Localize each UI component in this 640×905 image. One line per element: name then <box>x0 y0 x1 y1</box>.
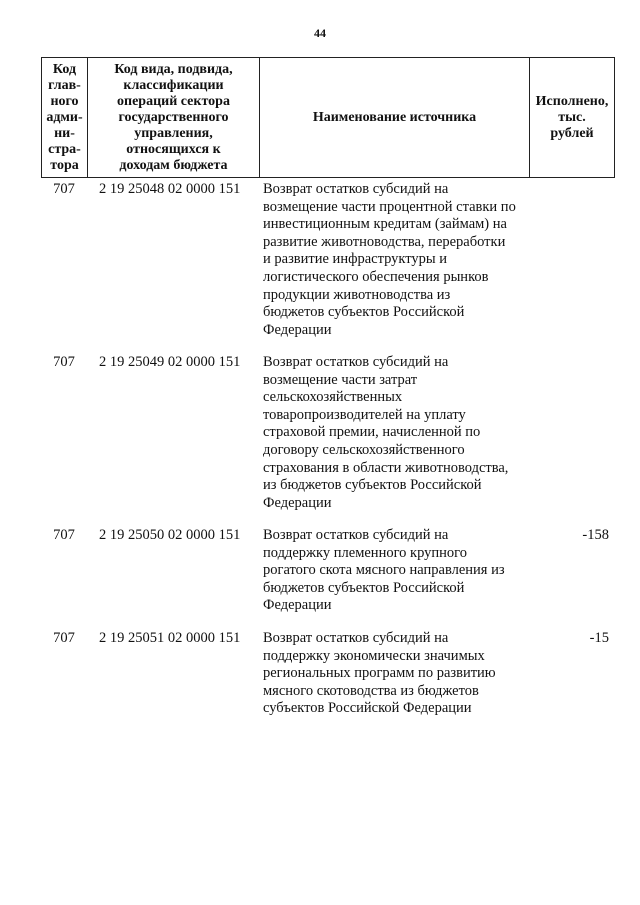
source-name-line: договору сельскохозяйственного <box>263 441 465 458</box>
classification-code-cell: 2 19 25049 02 0000 151 <box>99 354 241 370</box>
header-classification-code: Код вида, подвида, классификации операций сектора государственного управления, относящихся к доходам бюджета <box>88 58 260 177</box>
source-name-cell <box>259 354 529 512</box>
source-name-line: Возврат остатков субсидий на <box>263 527 449 543</box>
source-name-line: и развитие инфраструктуры и <box>263 251 448 268</box>
admin-code-cell: 707 <box>53 630 75 646</box>
table-row <box>41 354 615 512</box>
executed-amount-cell: -15 <box>589 630 609 646</box>
source-name-line: продукции животноводства из <box>263 286 451 303</box>
table-row <box>41 181 615 339</box>
source-name-line: Федерации <box>263 597 332 614</box>
source-name-line: поддержку экономически значимых <box>263 647 485 664</box>
header-executed-amount: Исполнено, тыс. рублей <box>535 93 609 141</box>
source-name-cell <box>259 630 529 718</box>
table-header <box>41 57 615 178</box>
source-name-line: рогатого скота мясного направления из <box>263 562 505 579</box>
header-source-name: Наименование источника <box>260 58 530 177</box>
source-name-cell <box>259 527 529 615</box>
admin-code-cell: 707 <box>53 181 75 197</box>
classification-code-cell: 2 19 25051 02 0000 151 <box>99 630 241 646</box>
source-name-line: возмещение части процентной ставки по <box>263 198 516 215</box>
admin-code-cell: 707 <box>53 527 75 543</box>
classification-code-cell: 2 19 25050 02 0000 151 <box>99 527 241 543</box>
table-row <box>41 527 615 615</box>
table-row <box>41 630 615 718</box>
source-name-line: Федерации <box>263 494 332 511</box>
source-name-line: бюджетов субъектов Российской <box>263 579 465 596</box>
source-name-line: субъектов Российской Федерации <box>263 700 472 717</box>
source-name-line: Федерации <box>263 321 332 338</box>
source-name-line: бюджетов субъектов Российской <box>263 304 465 321</box>
page-number: 44 <box>314 26 326 40</box>
source-name-line: мясного скотоводства из бюджетов <box>263 682 479 699</box>
source-name-line: региональных программ по развитию <box>263 665 496 682</box>
source-name-line: из бюджетов субъектов Российской <box>263 477 482 494</box>
executed-amount-cell: -158 <box>582 527 609 543</box>
source-name-line: логистического обеспечения рынков <box>263 268 489 285</box>
source-name-line: товаропроизводителей на уплату <box>263 406 466 423</box>
source-name-line: Возврат остатков субсидий на <box>263 354 449 370</box>
source-name-line: возмещение части затрат <box>263 371 418 388</box>
executed-amount-cell <box>529 181 613 339</box>
source-name-line: сельскохозяйственных <box>263 389 403 406</box>
source-name-cell <box>259 181 529 339</box>
source-name-line: страховой премии, начисленной по <box>263 424 481 441</box>
source-name-line: поддержку племенного крупного <box>263 544 467 561</box>
classification-code-cell: 2 19 25048 02 0000 151 <box>99 181 241 197</box>
source-name-line: инвестиционным кредитам (займам) на <box>263 216 507 233</box>
source-name-line: Возврат остатков субсидий на <box>263 181 449 197</box>
header-admin-code: Код глав- ного адми- ни- стра- тора <box>42 58 88 177</box>
admin-code-cell: 707 <box>53 354 75 370</box>
executed-amount-cell <box>529 354 613 512</box>
source-name-line: страхования в области животноводства, <box>263 459 509 476</box>
source-name-line: Возврат остатков субсидий на <box>263 630 449 646</box>
source-name-line: развитие животноводства, переработки <box>263 233 506 250</box>
